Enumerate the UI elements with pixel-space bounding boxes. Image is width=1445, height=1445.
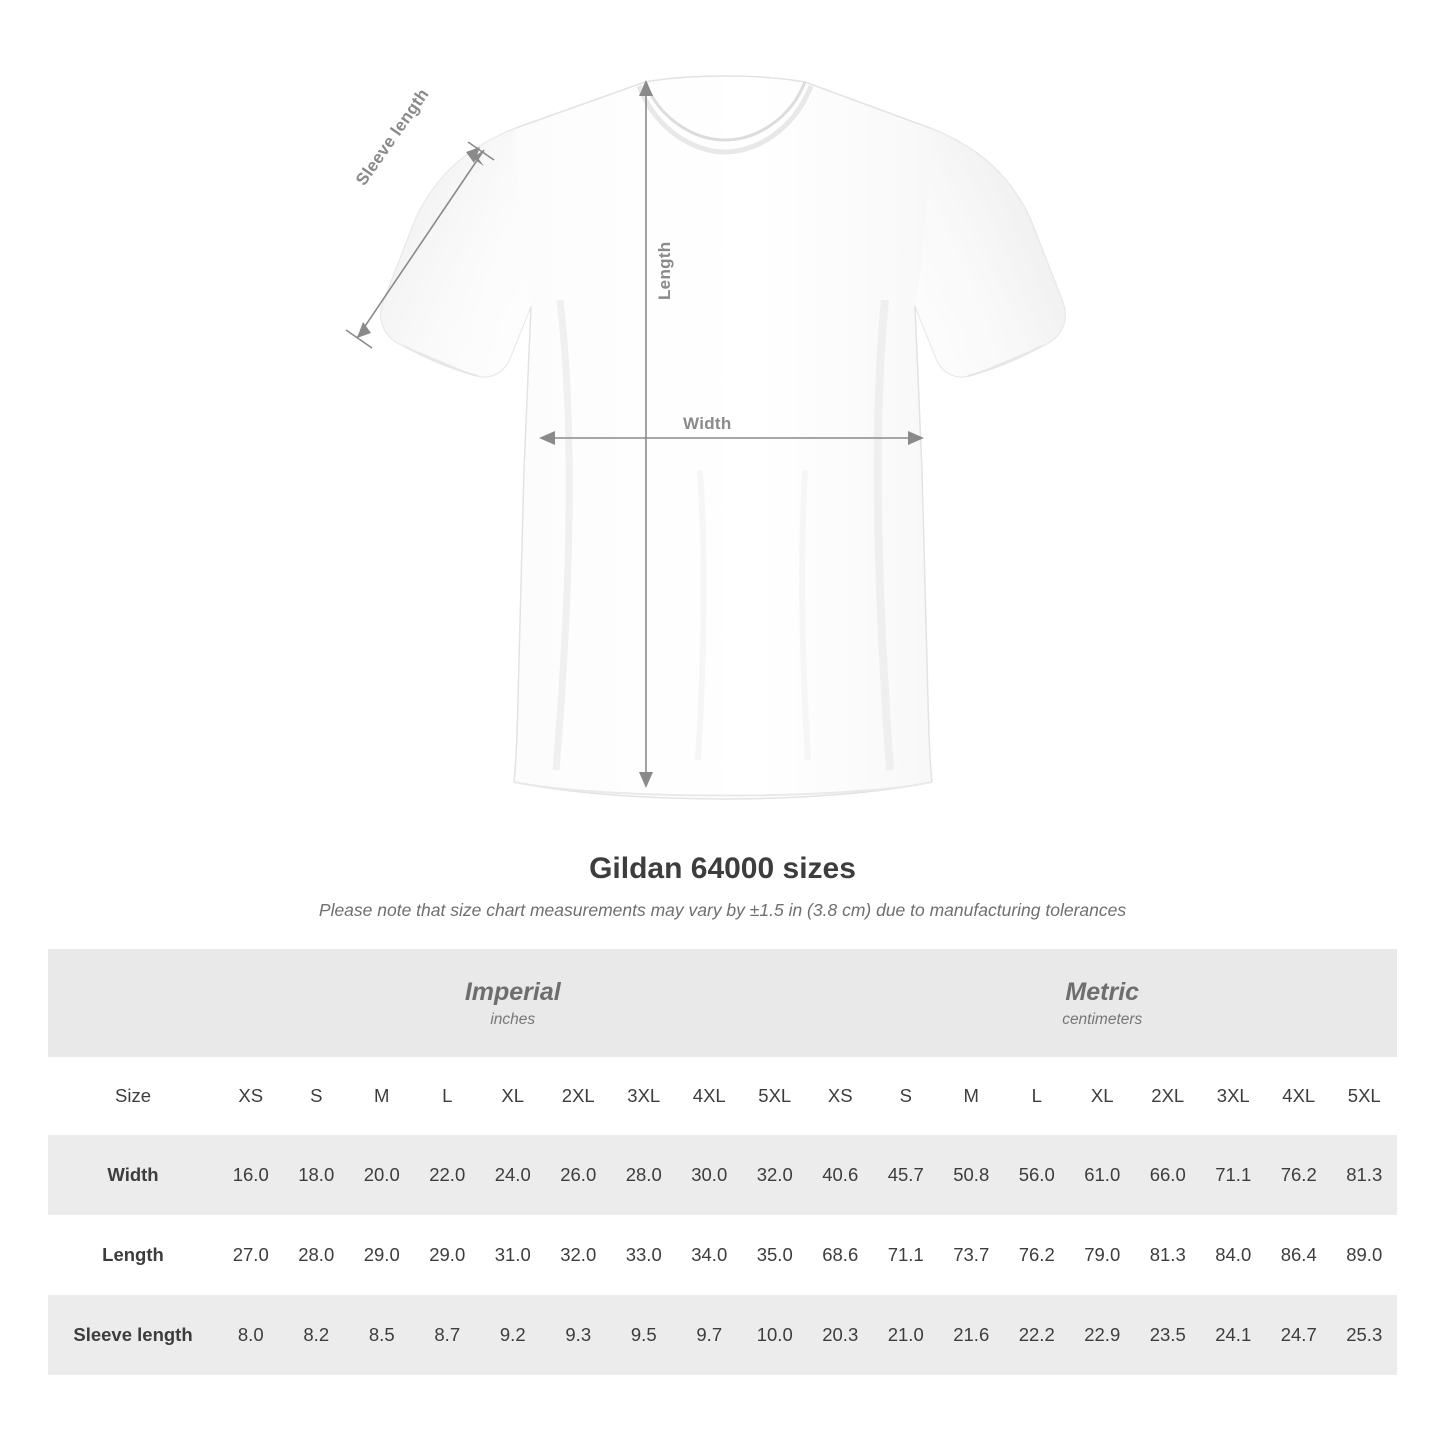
row-label-sleeve-length: Sleeve length [73,1324,193,1345]
size-header-imperial-s: S [310,1085,323,1106]
cell-length-imperial-m: 29.0 [363,1244,400,1265]
size-chart-heading [0,830,1445,921]
cell-length-imperial-2xl: 32.0 [560,1244,597,1265]
cell-width-imperial-s: 18.0 [298,1164,335,1185]
cell-sleeve-imperial-xl: 9.2 [499,1324,526,1345]
table-row [48,1215,1397,1295]
cell-sleeve-imperial-xs: 8.0 [237,1324,264,1345]
size-header-imperial-2xl: 2XL [561,1085,595,1106]
unit-header-imperial [218,949,808,1057]
cell-sleeve-metric-m: 21.6 [953,1324,990,1345]
size-header-metric-m: M [963,1085,979,1106]
size-header-metric-5xl: 5XL [1347,1085,1381,1106]
cell-length-metric-2xl: 81.3 [1149,1244,1186,1265]
size-header-metric-xs: XS [827,1085,853,1106]
size-header-imperial-3xl: 3XL [627,1085,661,1106]
size-table-container [48,949,1397,1375]
cell-width-metric-s: 45.7 [887,1164,924,1185]
cell-length-imperial-xs: 27.0 [232,1244,269,1265]
cell-sleeve-metric-xs: 20.3 [822,1324,859,1345]
cell-length-metric-l: 76.2 [1018,1244,1055,1265]
cell-length-imperial-l: 29.0 [429,1244,466,1265]
cell-sleeve-imperial-3xl: 9.5 [630,1324,657,1345]
cell-sleeve-metric-xl: 22.9 [1084,1324,1121,1345]
size-header-imperial-4xl: 4XL [692,1085,726,1106]
cell-width-metric-5xl: 81.3 [1346,1164,1383,1185]
cell-sleeve-imperial-2xl: 9.3 [565,1324,592,1345]
cell-length-metric-3xl: 84.0 [1215,1244,1252,1265]
cell-length-metric-5xl: 89.0 [1346,1244,1383,1265]
unit-name-metric: Metric [1065,978,1140,1007]
cell-width-metric-4xl: 76.2 [1280,1164,1317,1185]
size-header-metric-4xl: 4XL [1282,1085,1316,1106]
table-row [48,1295,1397,1375]
cell-length-imperial-3xl: 33.0 [625,1244,662,1265]
row-label-length: Length [102,1244,164,1265]
size-header-imperial-xs: XS [238,1085,264,1106]
cell-width-metric-m: 50.8 [953,1164,990,1185]
size-chart-table [48,949,1397,1375]
row-label-width: Width [107,1164,159,1185]
length-label: Length [655,241,674,300]
cell-sleeve-metric-4xl: 24.7 [1280,1324,1317,1345]
cell-sleeve-imperial-l: 8.7 [434,1324,461,1345]
cell-sleeve-metric-s: 21.0 [887,1324,924,1345]
unit-sub-imperial: inches [490,1010,536,1028]
cell-sleeve-imperial-m: 8.5 [368,1324,395,1345]
cell-sleeve-metric-2xl: 23.5 [1149,1324,1186,1345]
cell-width-metric-xl: 61.0 [1084,1164,1121,1185]
unit-name-imperial: Imperial [464,978,561,1007]
size-header-metric-3xl: 3XL [1216,1085,1250,1106]
tolerance-note: Please note that size chart measurements may vary by ±1.5 in (3.8 cm) due to manufacturing tolerances [318,900,1127,920]
table-row [48,1135,1397,1215]
cell-width-imperial-2xl: 26.0 [560,1164,597,1185]
cell-sleeve-imperial-4xl: 9.7 [696,1324,723,1345]
cell-width-metric-xs: 40.6 [822,1164,859,1185]
size-header-row [48,1057,1397,1135]
cell-length-imperial-4xl: 34.0 [691,1244,728,1265]
cell-sleeve-metric-5xl: 25.3 [1346,1324,1383,1345]
cell-length-imperial-5xl: 35.0 [756,1244,793,1265]
cell-width-metric-2xl: 66.0 [1149,1164,1186,1185]
cell-length-metric-4xl: 86.4 [1280,1244,1317,1265]
cell-width-imperial-m: 20.0 [363,1164,400,1185]
cell-sleeve-imperial-s: 8.2 [303,1324,330,1345]
cell-length-metric-xl: 79.0 [1084,1244,1121,1265]
unit-header-spacer [48,949,218,1057]
cell-width-imperial-l: 22.0 [429,1164,466,1185]
size-header-imperial-m: M [374,1085,390,1106]
cell-width-metric-l: 56.0 [1018,1164,1055,1185]
unit-header-row [48,949,1397,1057]
size-header-label: Size [115,1085,151,1106]
cell-width-imperial-4xl: 30.0 [691,1164,728,1185]
cell-length-metric-xs: 68.6 [822,1244,859,1265]
size-header-imperial-5xl: 5XL [758,1085,792,1106]
cell-width-imperial-xs: 16.0 [232,1164,269,1185]
cell-sleeve-metric-l: 22.2 [1018,1324,1055,1345]
cell-width-metric-3xl: 71.1 [1215,1164,1252,1185]
cell-length-imperial-xl: 31.0 [494,1244,531,1265]
cell-length-metric-s: 71.1 [887,1244,924,1265]
size-header-metric-s: S [899,1085,912,1106]
unit-header-metric [808,949,1398,1057]
page-title: Gildan 64000 sizes [589,852,856,885]
unit-sub-metric: centimeters [1062,1010,1143,1028]
size-header-imperial-xl: XL [501,1085,525,1106]
cell-sleeve-imperial-5xl: 10.0 [756,1324,793,1345]
sleeve-length-label: Sleeve length [352,85,433,189]
cell-sleeve-metric-3xl: 24.1 [1215,1324,1252,1345]
size-header-imperial-l: L [442,1085,453,1106]
cell-width-imperial-xl: 24.0 [494,1164,531,1185]
size-header-metric-l: L [1031,1085,1042,1106]
cell-length-imperial-s: 28.0 [298,1244,335,1265]
width-label: Width [683,414,732,433]
cell-width-imperial-5xl: 32.0 [756,1164,793,1185]
size-header-metric-xl: XL [1090,1085,1114,1106]
cell-width-imperial-3xl: 28.0 [625,1164,662,1185]
cell-length-metric-m: 73.7 [953,1244,990,1265]
size-header-metric-2xl: 2XL [1151,1085,1185,1106]
